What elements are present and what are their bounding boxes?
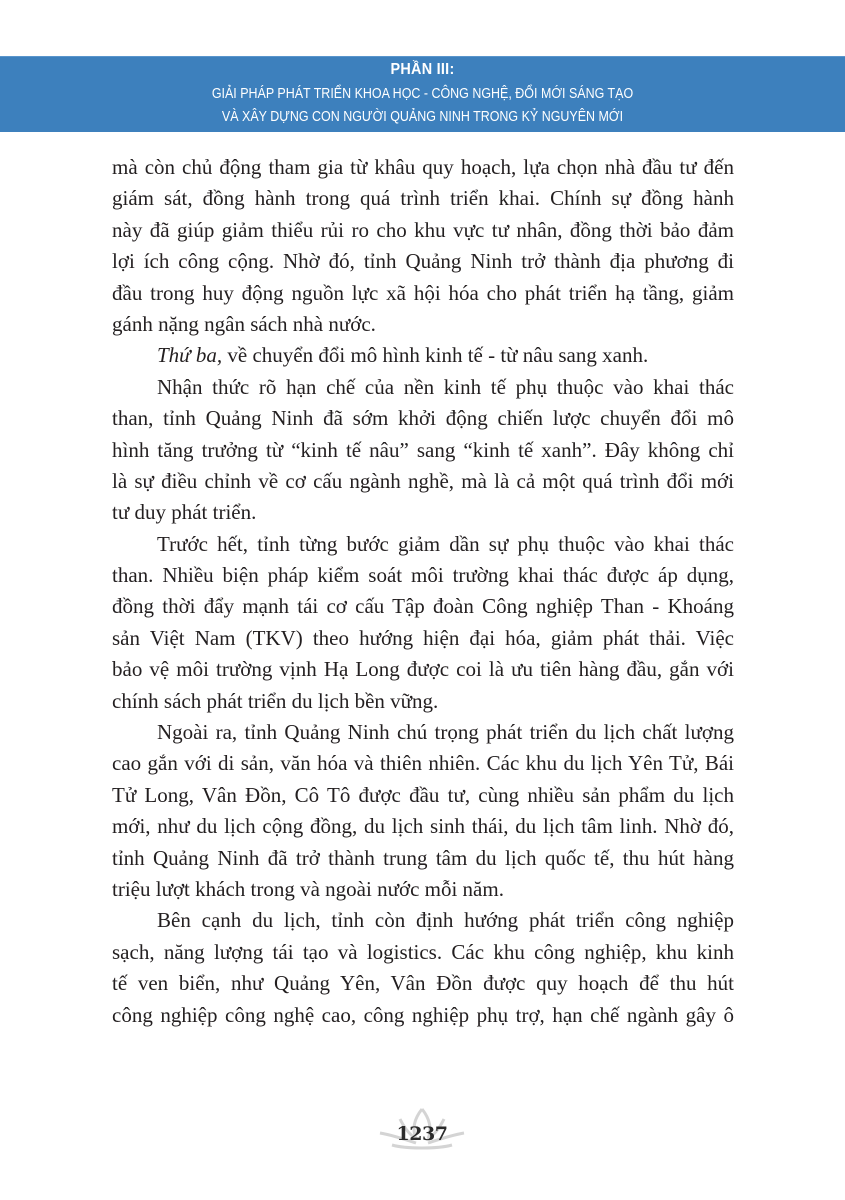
text-line: tế ven biển, như Quảng Yên, Vân Đồn được quy hoạch để thu hút xyxy=(112,971,734,996)
text-line-heading xyxy=(112,340,734,371)
page-footer xyxy=(372,1105,472,1155)
text-line: cao gắn với di sản, văn hóa và thiên nhiên. Các khu du lịch Yên Tử, Bái xyxy=(112,751,734,776)
text-line: than, tỉnh Quảng Ninh đã sớm khởi động chiến lược chuyển đổi mô xyxy=(112,406,734,431)
text-line: Ngoài ra, tỉnh Quảng Ninh chú trọng phát triển du lịch chất lượng xyxy=(157,720,734,745)
text-line: mới, như du lịch cộng đồng, du lịch sinh thái, du lịch tâm linh. Nhờ đó, xyxy=(112,814,734,839)
text-line: đồng thời đẩy mạnh tái cơ cấu Tập đoàn Công nghiệp Than - Khoáng xyxy=(112,594,734,619)
text-line: mà còn chủ động tham gia từ khâu quy hoạch, lựa chọn nhà đầu tư đến xyxy=(112,155,734,179)
text-line: bảo vệ môi trường vịnh Hạ Long được coi là ưu tiên hàng đầu, gắn với xyxy=(112,657,734,682)
text-line: sạch, năng lượng tái tạo và logistics. Các khu công nghiệp, khu kinh xyxy=(112,939,734,964)
italic-lead: Thứ ba, xyxy=(157,343,223,368)
text-line: sản Việt Nam (TKV) theo hướng hiện đại hóa, giảm phát thải. Việc xyxy=(112,625,734,650)
text-line: chính sách phát triển du lịch bền vững. xyxy=(112,688,439,713)
text-line: công nghiệp công nghệ cao, công nghiệp phụ trợ, hạn chế ngành gây ô xyxy=(112,1002,734,1027)
section-banner xyxy=(0,56,845,132)
text-line: tư duy phát triển. xyxy=(112,500,257,525)
text-line: than. Nhiều biện pháp kiểm soát môi trường khai thác được áp dụng, xyxy=(112,563,734,588)
text-line: này đã giúp giảm thiểu rủi ro cho khu vực tư nhân, đồng thời bảo đảm xyxy=(112,217,734,242)
text-line: hình tăng trưởng từ “kinh tế nâu” sang “kinh tế xanh”. Đây không chỉ xyxy=(112,437,734,462)
text-line-rest: về chuyển đổi mô hình kinh tế - từ nâu sang xanh. xyxy=(227,343,649,368)
text-line: Nhận thức rõ hạn chế của nền kinh tế phụ thuộc vào khai thác xyxy=(157,374,734,399)
body-text xyxy=(112,152,734,1031)
text-line: tỉnh Quảng Ninh đã trở thành trung tâm du lịch quốc tế, thu hút hàng xyxy=(112,845,734,870)
text-line: triệu lượt khách trong và ngoài nước mỗi năm. xyxy=(112,876,504,901)
text-line: Trước hết, tỉnh từng bước giảm dần sự phụ thuộc vào khai thác xyxy=(157,531,734,556)
text-line: giám sát, đồng hành trong quá trình triển khai. Chính sự đồng hành xyxy=(112,186,734,211)
section-subtitle-line-2: VÀ XÂY DỰNG CON NGƯỜI QUẢNG NINH TRONG KỶ NGUYÊN MỚI xyxy=(221,109,624,125)
part-label: PHẦN III: xyxy=(390,61,455,78)
text-line: đầu trong huy động nguồn lực xã hội hóa cho phát triển hạ tầng, giảm xyxy=(112,280,734,305)
page-number: 1237 xyxy=(396,1123,448,1145)
text-line: Tử Long, Vân Đồn, Cô Tô được đầu tư, cùng nhiều sản phẩm du lịch xyxy=(112,782,734,807)
section-subtitle-line-1: GIẢI PHÁP PHÁT TRIỂN KHOA HỌC - CÔNG NGHỆ, ĐỔI MỚI SÁNG TẠO xyxy=(211,86,634,102)
text-line: là sự điều chỉnh về cơ cấu ngành nghề, mà là cả một quá trình đổi mới xyxy=(112,468,734,493)
text-line: gánh nặng ngân sách nhà nước. xyxy=(112,311,376,336)
text-line: Bên cạnh du lịch, tỉnh còn định hướng phát triển công nghiệp xyxy=(157,908,734,933)
text-line: lợi ích công cộng. Nhờ đó, tỉnh Quảng Ninh trở thành địa phương đi xyxy=(112,249,734,274)
